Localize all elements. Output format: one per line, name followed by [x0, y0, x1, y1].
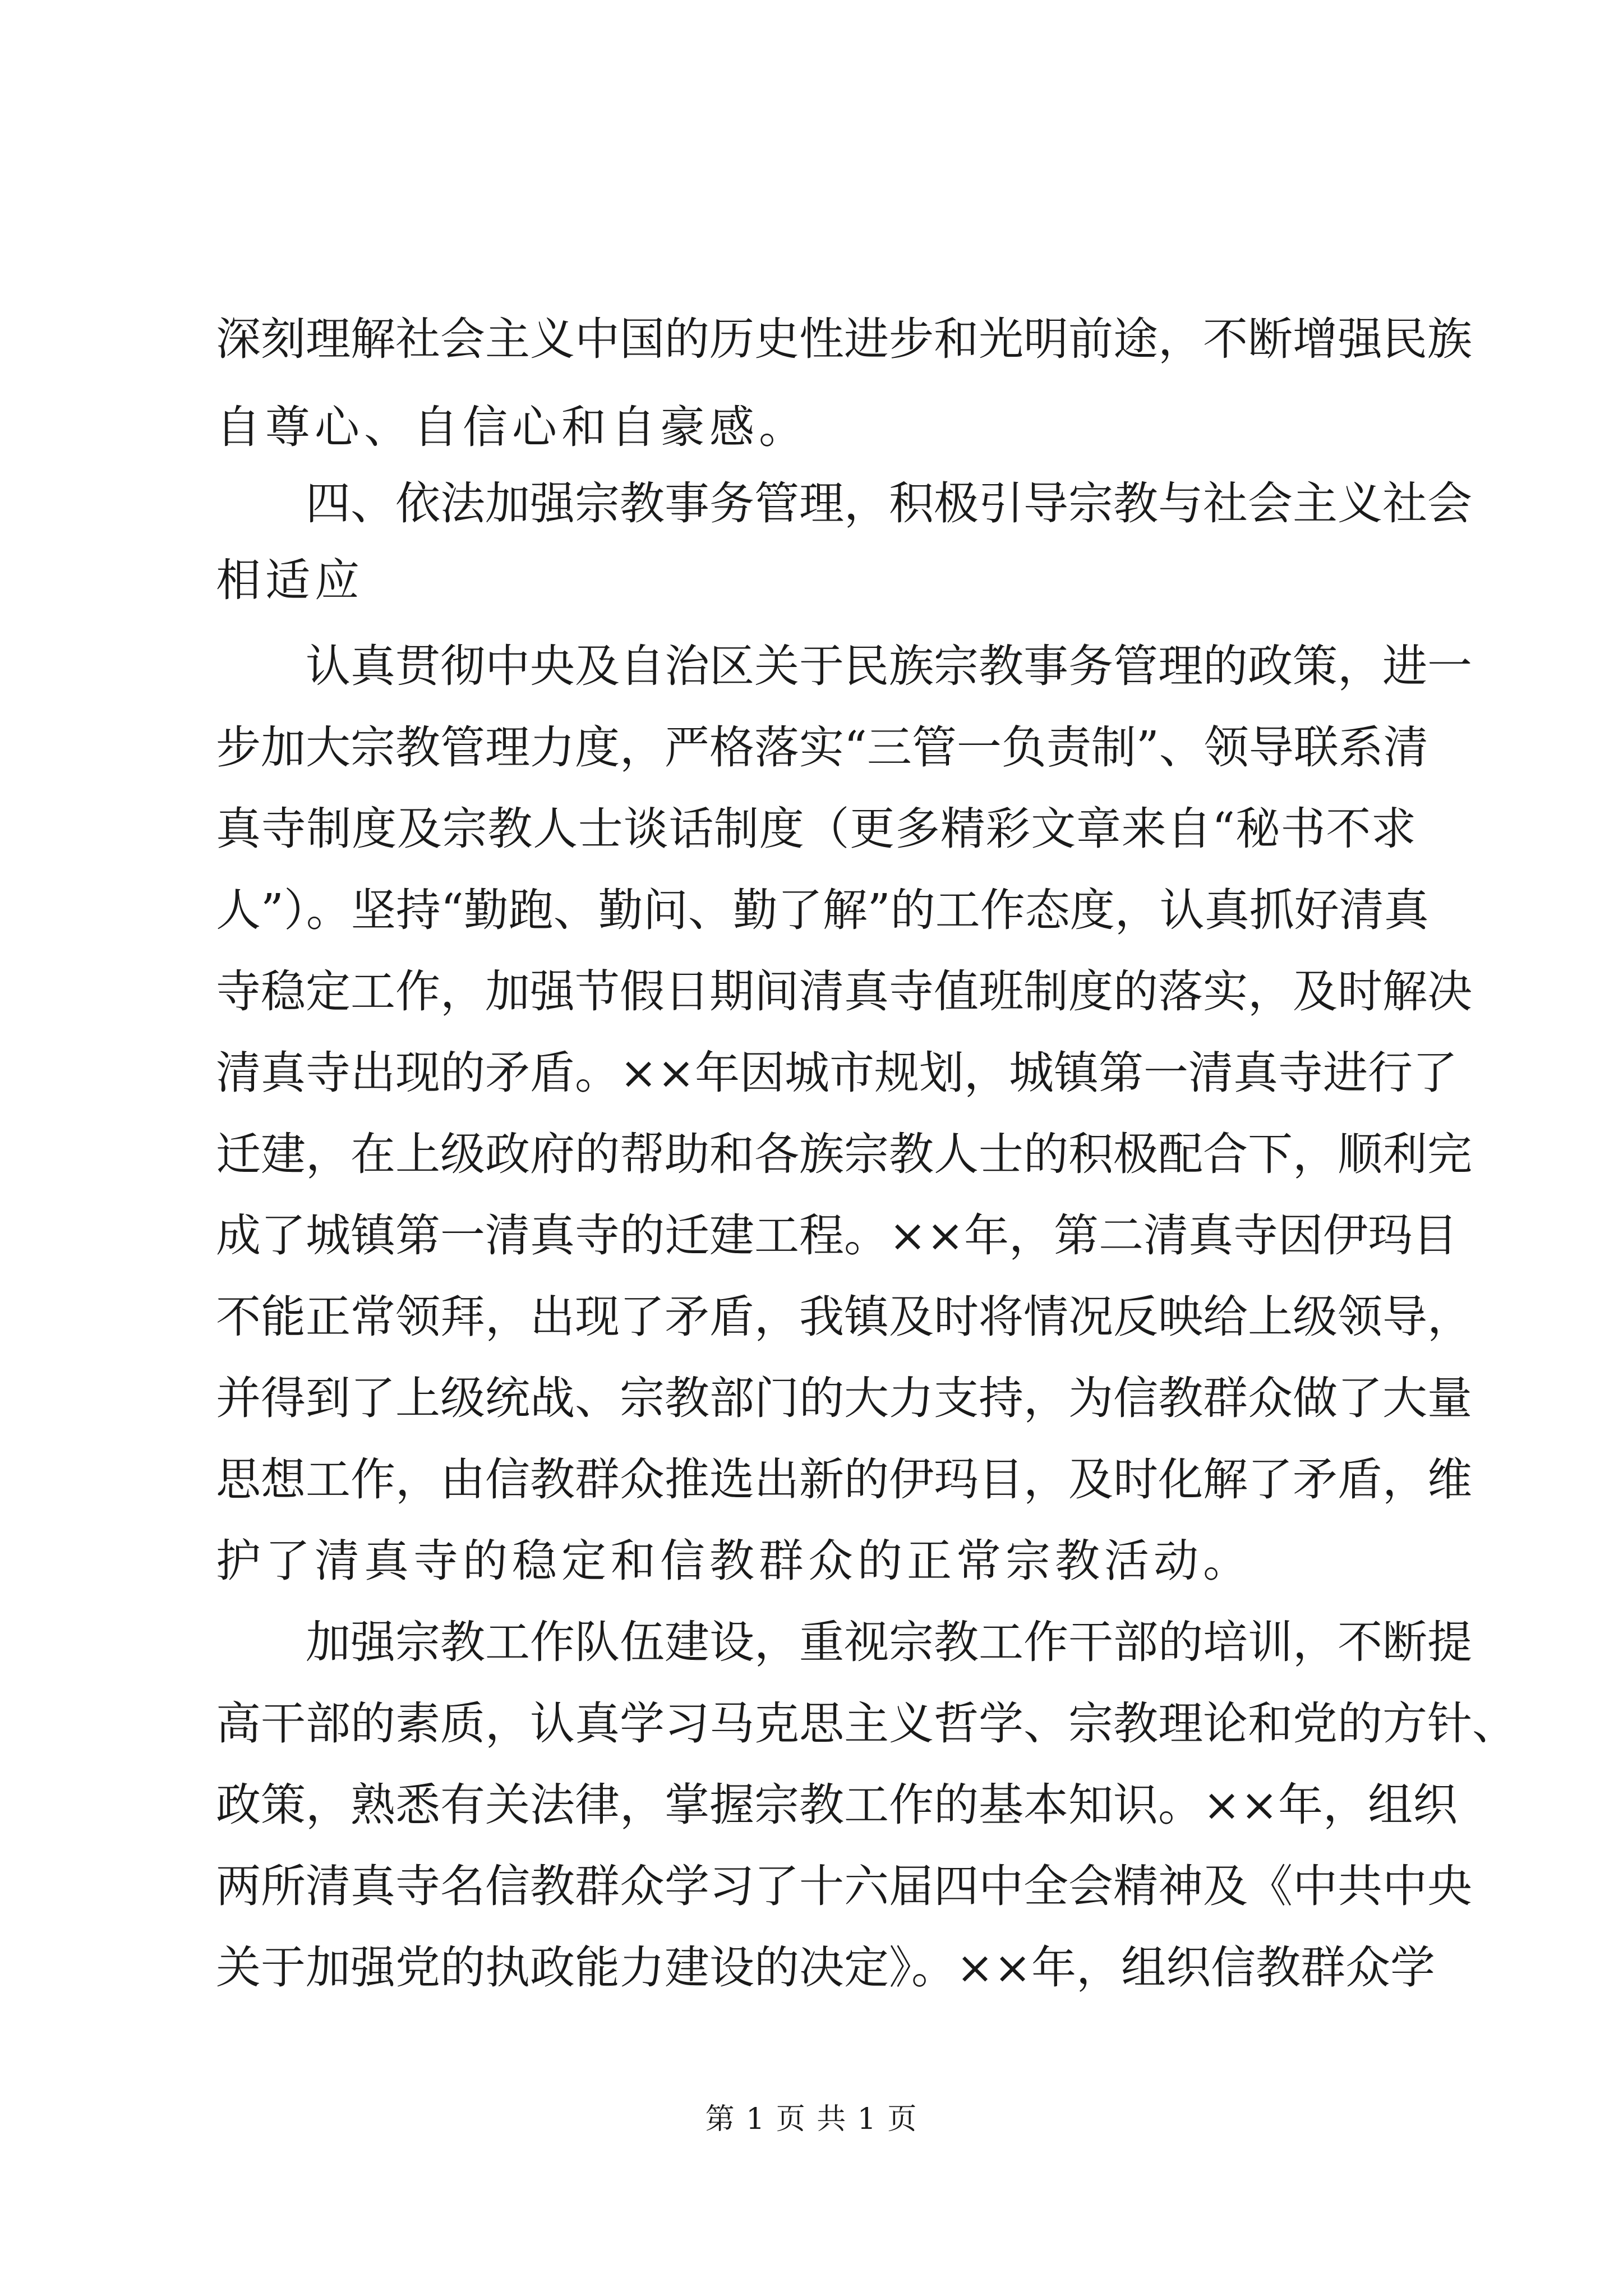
section-heading-continued: 相适应 — [216, 554, 364, 606]
text-line: 成了城镇第一清真寺的迁建工程。××年，第二清真寺因伊玛目 — [216, 1209, 1458, 1262]
text-line: 并得到了上级统战、宗教部门的大力支持，为信教群众做了大量 — [216, 1372, 1472, 1424]
text-line: 自尊心、自信心和自豪感。 — [216, 401, 808, 453]
section-heading: 四、依法加强宗教事务管理，积极引导宗教与社会主义社会 — [306, 477, 1472, 530]
text-line: 人”）。坚持“勤跑、勤问、勤了解”的工作态度，认真抓好清真 — [216, 884, 1429, 936]
text-line: 寺稳定工作，加强节假日期间清真寺值班制度的落实，及时解决 — [216, 965, 1472, 1018]
text-line: 护了清真寺的稳定和信教群众的正常宗教活动。 — [216, 1535, 1252, 1587]
text-line: 两所清真寺名信教群众学习了十六届四中全会精神及《中共中央 — [216, 1860, 1472, 1912]
text-line: 深刻理解社会主义中国的历史性进步和光明前途，不断增强民族 — [216, 313, 1472, 365]
text-line: 步加大宗教管理力度，严格落实“三管一负责制”、领导联系清 — [216, 721, 1428, 774]
text-line: 清真寺出现的矛盾。××年因城市规划，城镇第一清真寺进行了 — [216, 1047, 1458, 1099]
page-footer: 第 1 页 共 1 页 — [705, 2102, 918, 2136]
text-line: 真寺制度及宗教人士谈话制度（更多精彩文章来自“秘书不求 — [216, 803, 1416, 855]
text-line: 关于加强党的执政能力建设的决定》。××年，组织信教群众学 — [216, 1941, 1436, 1994]
text-line: 思想工作，由信教群众推选出新的伊玛目，及时化解了矛盾，维 — [216, 1453, 1472, 1506]
text-line: 高干部的素质，认真学习马克思主义哲学、宗教理论和党的方针、 — [216, 1697, 1517, 1750]
text-line: 认真贯彻中央及自治区关于民族宗教事务管理的政策，进一 — [306, 640, 1472, 692]
text-line: 迁建，在上级政府的帮助和各族宗教人士的积极配合下，顺利完 — [216, 1128, 1472, 1180]
text-line: 加强宗教工作队伍建设，重视宗教工作干部的培训，不断提 — [306, 1616, 1472, 1668]
text-line: 政策，熟悉有关法律，掌握宗教工作的基本知识。××年，组织 — [216, 1779, 1458, 1831]
text-line: 不能正常领拜，出现了矛盾，我镇及时将情况反映给上级领导， — [216, 1291, 1472, 1343]
